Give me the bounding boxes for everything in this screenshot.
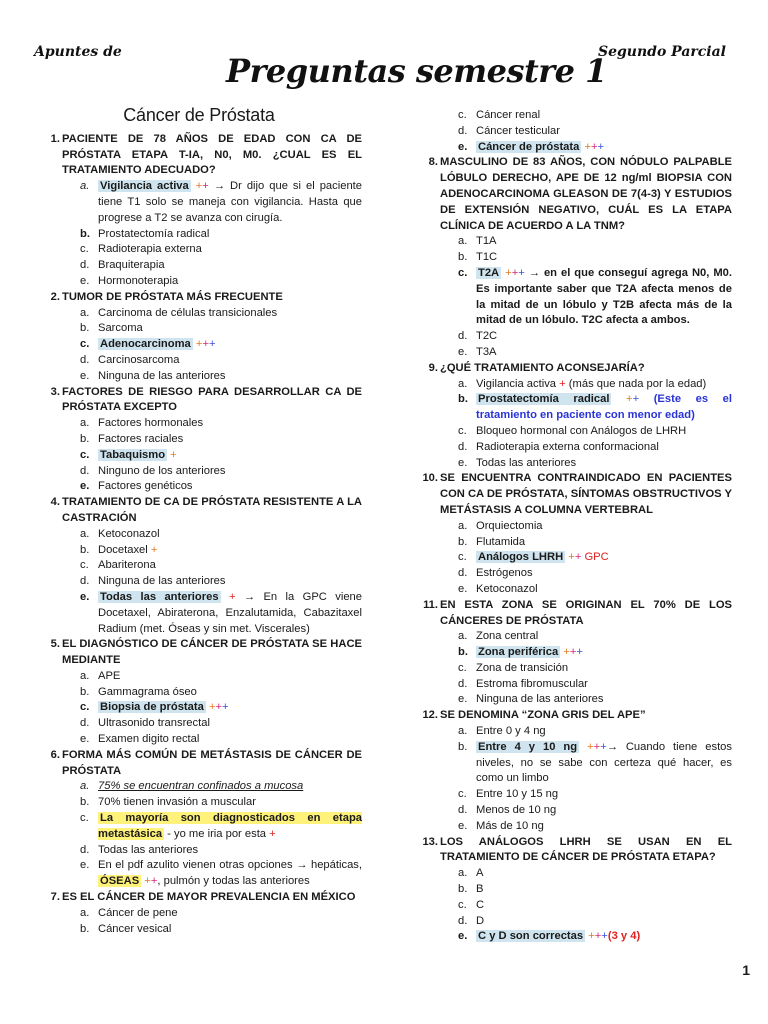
option: c. Bloqueo hormonal con Análogos de LHRH [458, 424, 687, 437]
option: c. Cáncer renal [458, 109, 541, 121]
question-5: 5. EL DIAGNÓSTICO DE CÁNCER DE PRÓSTATA SE HACE MEDIANTE [50, 638, 362, 667]
option: d. Ultrasonido transrectal [80, 717, 210, 730]
question-2: 2. TUMOR DE PRÓSTATA MÁS FRECUENTE [50, 290, 283, 303]
option: c. Tabaquismo + [80, 448, 177, 461]
option: b. Prostatectomía radical [80, 227, 210, 240]
option: b. Docetaxel + [80, 543, 158, 556]
question-4: 4. TRATAMIENTO DE CA DE PRÓSTATA RESISTENTE A LA CASTRACIÓN [50, 496, 362, 524]
option: c. Radioterapia externa [80, 243, 202, 256]
question-10: 10. SE ENCUENTRA CONTRAINDICADO EN PACIENTES CON CA DE PRÓSTATA, SÍNTOMAS OBSTRUCTIVOS Y METÁSTASIS A COLUMNA VERTEBRAL [422, 472, 732, 516]
option: c. C [458, 898, 485, 911]
option: b. B [458, 883, 484, 896]
header-left-label: Apuntes de [34, 44, 122, 60]
option: d. D [458, 914, 485, 927]
option: e. Ninguna de las anteriores [458, 693, 604, 706]
option: d. T2C [458, 330, 498, 343]
option: e. C y D son correctas +++(3 y 4) [458, 930, 641, 943]
page-title: Preguntas semestre 1 [226, 52, 607, 90]
question-8: 8. MASCULINO DE 83 AÑOS, CON NÓDULO PALPABLE LÓBULO DERECHO, APE DE 12 ng/ml BIOPSIA CON ADENOCARCINOMA GLEASON DE 7(4-3) Y ESTUDIOS DE EXTENSIÓN NEGATIVO, CUÁL ES LA ETAPA CLÍNICA DE ACUERDO A LA TNM? [428, 156, 732, 232]
option: a. A [458, 867, 484, 880]
option: b. Factores raciales [80, 432, 184, 445]
option: e. Ninguna de las anteriores [80, 369, 226, 382]
option: a. 75% se encuentran confinados a mucosa [80, 780, 304, 793]
section-title: Cáncer de Próstata [123, 105, 275, 125]
option: e. T3A [458, 345, 497, 358]
option: b. Prostatectomía radical ++ (Este es el tratamiento en paciente con menor edad) [458, 393, 732, 422]
left-column [36, 105, 362, 937]
option: c. Abariterona [80, 559, 156, 572]
option: a. Ketoconazol [80, 527, 160, 540]
option: d. Carcinosarcoma [80, 353, 180, 366]
option: a. APE [80, 669, 121, 682]
option: c. Entre 10 y 15 ng [458, 788, 559, 801]
question-7: 7. ES EL CÁNCER DE MAYOR PREVALENCIA EN MÉXICO [50, 891, 356, 904]
option: e. Todas las anteriores [458, 456, 577, 469]
option: a. Vigilancia activa + (más que nada por la edad) [458, 377, 707, 390]
page-number: 1 [742, 962, 750, 978]
question-1-options [36, 179, 362, 290]
question-1: 1. PACIENTE DE 78 AÑOS DE EDAD CON CA DE PRÓSTATA ETAPA T-IA, N0, M0. ¿CUAL ES EL TRATAMIENTO ADECUADO? [50, 132, 362, 177]
option: d. Ninguna de las anteriores [80, 575, 226, 588]
option: d. Ninguno de los anteriores [80, 464, 226, 477]
option: e. Más de 10 ng [458, 819, 544, 832]
question-9: 9. ¿QUÉ TRATAMIENTO ACONSEJARÍA? [428, 361, 645, 374]
right-column [414, 108, 732, 945]
option: d. Cáncer testicular [458, 124, 560, 137]
option: b. Cáncer vesical [80, 922, 172, 935]
header-right-label: Segundo Parcial [598, 44, 726, 60]
question-6: 6. FORMA MÁS COMÚN DE METÁSTASIS DE CÁNCER DE PRÓSTATA [50, 748, 362, 777]
option: b. T1C [458, 251, 498, 264]
option: e. En el pdf azulito vienen otras opciones → hepáticas, ÓSEAS ++, pulmón y todas las anteriores [80, 859, 362, 888]
option: a. Carcinoma de células transicionales [80, 306, 278, 319]
option: e. Cáncer de próstata +++ [458, 140, 605, 153]
option: b. Entre 4 y 10 ng +++→ Cuando tiene estos niveles, no se sabe con certeza qué hacer, es como un limbo [458, 740, 732, 785]
option: b. Flutamida [458, 535, 526, 548]
option: e. Examen digito rectal [80, 733, 200, 746]
option: b. Zona periférica +++ [458, 646, 583, 659]
option: c. T2A +++ → en el que conseguí agrega N0, M0. Es importante saber que T2A afecta menos de la mitad de un lóbulo y T2B afecta más de la mitad de un lóbulo. T2C afecta a ambos. [458, 266, 733, 327]
question-13: 13. LOS ANÁLOGOS LHRH SE USAN EN EL TRATAMIENTO DE CÁNCER DE PRÓSTATA ETAPA? [422, 835, 732, 864]
option: d. Estrógenos [458, 567, 533, 580]
option: d. Radioterapia externa conformacional [458, 440, 659, 453]
question-11: 11. EN ESTA ZONA SE ORIGINAN EL 70% DE LOS CÁNCERES DE PRÓSTATA [423, 598, 732, 627]
question-3: 3. FACTORES DE RIESGO PARA DESARROLLAR CA DE PRÓSTATA EXCEPTO [50, 385, 362, 414]
option: b. Gammagrama óseo [80, 685, 197, 698]
option: c. Zona de transición [458, 661, 569, 674]
option: d. Menos de 10 ng [458, 804, 557, 817]
option: e. Todas las anteriores + → En la GPC viene Docetaxel, Abiraterona, Enzalutamida, Cabazitaxel Radium (met. Óseas y sin met. Viscerales) [80, 590, 362, 635]
option: a. Zona central [458, 630, 539, 643]
option: b. Sarcoma [80, 322, 143, 335]
option: b. 70% tienen invasión a muscular [80, 796, 256, 809]
option: c. Análogos LHRH ++ GPC [458, 551, 609, 564]
option: d. Estroma fibromuscular [458, 677, 588, 690]
option: c. Biopsia de próstata +++ [80, 701, 229, 714]
option: a. Cáncer de pene [80, 906, 178, 919]
option: e. Factores genéticos [80, 480, 193, 493]
option: c. La mayoría son diagnosticados en etapa metastásica - yo me iria por esta + [80, 812, 362, 840]
option: a. Vigilancia activa ++ → Dr dijo que si el paciente tiene T1 solo se maneja con vigilancia. Hasta que progrese a T2 se avanza con cirugía. [80, 180, 362, 224]
option: a. T1A [458, 235, 497, 248]
option: a. Factores hormonales [80, 417, 204, 430]
option: d. Todas las anteriores [80, 843, 199, 856]
question-12: 12. SE DENOMINA “ZONA GRIS DEL APE” [422, 709, 646, 722]
option: e. Ketoconazol [458, 582, 538, 595]
option: e. Hormonoterapia [80, 274, 179, 287]
option: c. Adenocarcinoma +++ [80, 338, 216, 351]
option: d. Braquiterapia [80, 259, 165, 272]
option: a. Entre 0 y 4 ng [458, 725, 546, 738]
option: a. Orquiectomia [458, 519, 543, 532]
